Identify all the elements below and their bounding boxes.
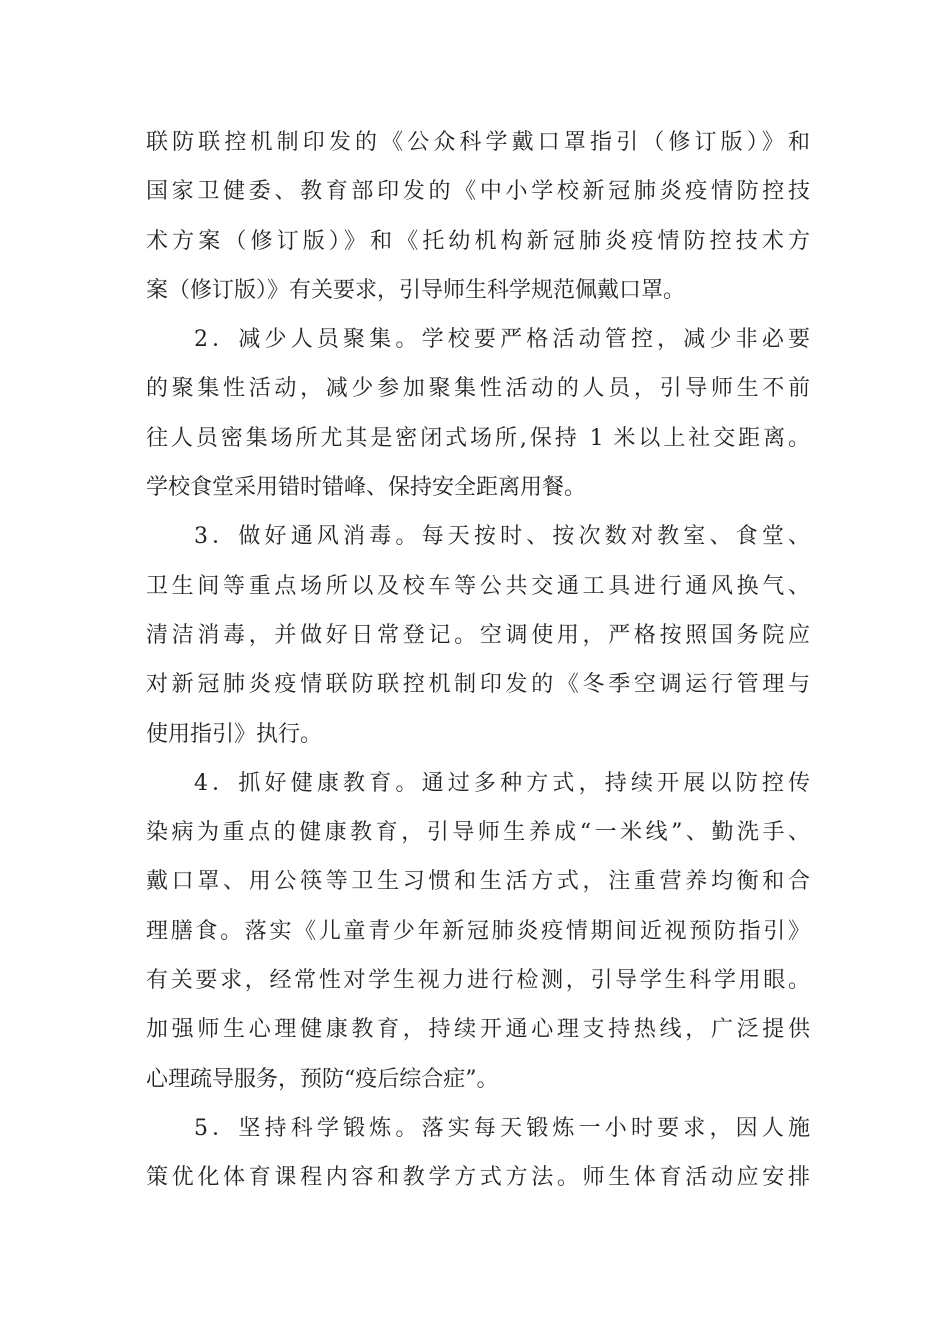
text-line: 2．减少人员聚集。学校要严格活动管控，减少非必要 <box>194 327 810 353</box>
text-line: 心理疏导服务，预防“疫后综合症”。 <box>146 1066 499 1092</box>
text-line: 戴口罩、用公筷等卫生习惯和生活方式，注重营养均衡和合 <box>146 869 810 895</box>
text-line: 加强师生心理健康教育，持续开通心理支持热线，广泛提供 <box>146 1017 810 1043</box>
text-line: 5．坚持科学锻炼。落实每天锻炼一小时要求，因人施 <box>194 1115 810 1141</box>
text-line: 往人员密集场所尤其是密闭式场所,保持 1 米以上社交距离。 <box>146 425 810 451</box>
text-line: 联防联控机制印发的《公众科学戴口罩指引（修订版）》和 <box>146 130 810 155</box>
text-line: 有关要求，经常性对学生视力进行检测，引导学生科学用眼。 <box>146 968 810 994</box>
text-line: 对新冠肺炎疫情联防联控机制印发的《冬季空调运行管理与 <box>146 672 810 698</box>
text-line: 理膳食。落实《儿童青少年新冠肺炎疫情期间近视预防指引》 <box>146 918 810 944</box>
text-line: 卫生间等重点场所以及校车等公共交通工具进行通风换气、 <box>146 573 810 599</box>
text-line: 国家卫健委、教育部印发的《中小学校新冠肺炎疫情防控技 <box>146 179 810 205</box>
text-line: 学校食堂采用错时错峰、保持安全距离用餐。 <box>146 475 587 501</box>
document-body <box>146 118 810 1203</box>
text-line: 术方案（修订版）》和《托幼机构新冠肺炎疫情防控技术方 <box>146 228 810 254</box>
text-line: 策优化体育课程内容和教学方式方法。师生体育活动应安排 <box>146 1165 810 1191</box>
text-line: 使用指引》执行。 <box>146 721 323 747</box>
text-line: 4．抓好健康教育。通过多种方式，持续开展以防控传 <box>194 770 810 796</box>
text-line: 案（修订版）》有关要求，引导师生科学规范佩戴口罩。 <box>146 277 686 303</box>
text-line: 染病为重点的健康教育，引导师生养成“一米线”、勤洗手、 <box>146 820 810 846</box>
text-line: 3．做好通风消毒。每天按时、按次数对教室、食堂、 <box>194 524 810 550</box>
text-line: 的聚集性活动，减少参加聚集性活动的人员，引导师生不前 <box>146 376 810 402</box>
text-line: 清洁消毒，并做好日常登记。空调使用，严格按照国务院应 <box>146 622 810 648</box>
